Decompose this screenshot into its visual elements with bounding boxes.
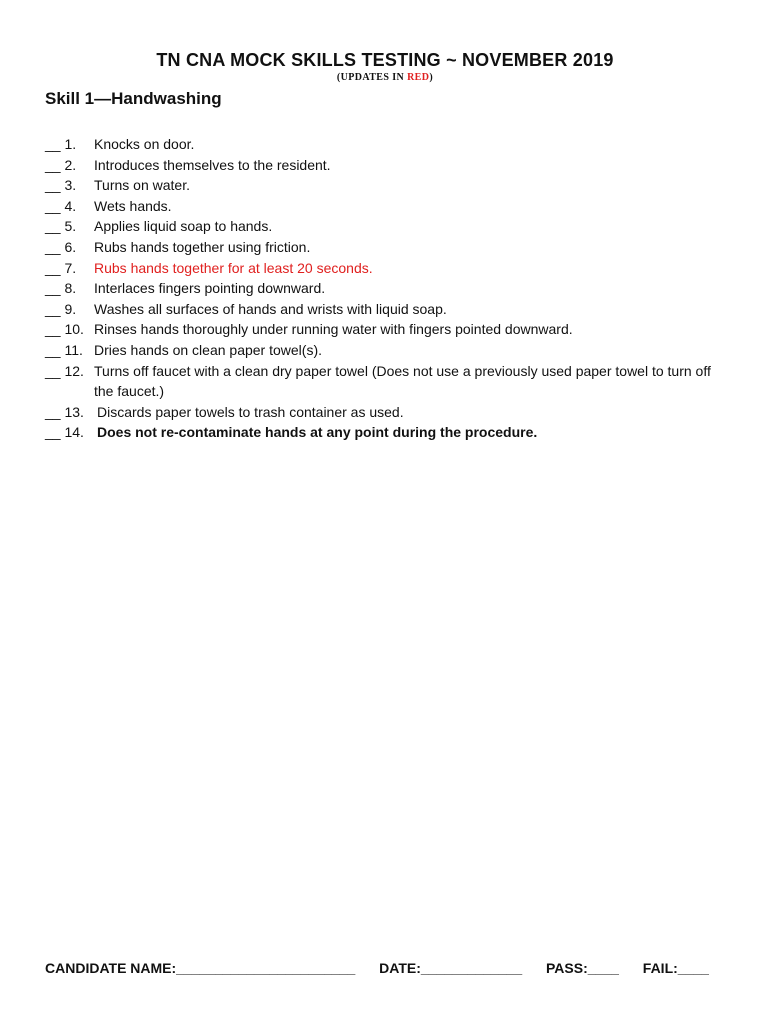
- step-number: __ 4.: [45, 197, 77, 214]
- step-item-8: [45, 278, 725, 299]
- step-number: __ 8.: [45, 280, 77, 297]
- step-text: Discards paper towels to trash container as used.: [97, 403, 404, 420]
- skill-heading: Skill 1—Handwashing: [45, 89, 222, 108]
- candidate-name-field: CANDIDATE NAME:_______________________: [45, 960, 356, 976]
- step-text: Rinses hands thoroughly under running water with fingers pointed downward.: [94, 321, 573, 338]
- fail-field: FAIL:____: [642, 960, 709, 976]
- step-item-9: [45, 299, 725, 320]
- updates-note-prefix: (UPDATES IN: [336, 72, 408, 83]
- step-number: __ 14.: [45, 424, 84, 441]
- step-list: [45, 134, 725, 443]
- step-text-updated: Rubs hands together for at least 20 seconds.: [94, 259, 373, 276]
- updates-note: [0, 72, 770, 83]
- step-item-12: [45, 361, 725, 402]
- step-text: Turns on water.: [94, 177, 190, 194]
- step-text: Applies liquid soap to hands.: [94, 218, 273, 235]
- step-text: Washes all surfaces of hands and wrists with liquid soap.: [94, 300, 447, 317]
- step-item-11: [45, 340, 725, 361]
- document-title: TN CNA MOCK SKILLS TESTING ~ NOVEMBER 2019: [156, 50, 614, 70]
- step-item-3: [45, 175, 725, 196]
- step-item-7-updated: [45, 258, 725, 279]
- step-text-bold: Does not re-contaminate hands at any point during the procedure.: [97, 424, 538, 441]
- step-number: __ 12.: [45, 362, 84, 379]
- step-number: __ 2.: [45, 156, 77, 173]
- step-number: __ 11.: [45, 341, 83, 358]
- step-item-5: [45, 216, 725, 237]
- step-item-1: [45, 134, 725, 155]
- step-item-2: [45, 155, 725, 176]
- step-item-6: [45, 237, 725, 258]
- pass-field: PASS:____: [546, 960, 619, 976]
- step-text: Wets hands.: [94, 197, 172, 214]
- step-text: Turns off faucet with a clean dry paper towel (Does not use a previously used paper towel to turn off the faucet.): [94, 362, 711, 400]
- step-number: __ 13.: [45, 403, 84, 420]
- step-text: Rubs hands together using friction.: [94, 238, 311, 255]
- updates-note-suffix: ): [429, 72, 434, 83]
- step-text: Interlaces fingers pointing downward.: [94, 280, 326, 297]
- step-number: __ 9.: [45, 300, 77, 317]
- updates-note-red-word: RED: [407, 72, 430, 83]
- step-number: __ 7.: [45, 259, 77, 276]
- step-number: __ 3.: [45, 177, 77, 194]
- step-number: __ 5.: [45, 218, 77, 235]
- step-text: Dries hands on clean paper towel(s).: [94, 341, 323, 358]
- step-text: Knocks on door.: [94, 136, 195, 152]
- step-item-14: [45, 422, 725, 443]
- step-item-4: [45, 196, 725, 217]
- step-item-13: [45, 402, 725, 423]
- step-item-10: [45, 319, 725, 340]
- date-field: DATE:_____________: [379, 960, 523, 976]
- step-text: Introduces themselves to the resident.: [94, 156, 331, 173]
- step-number: __ 1.: [45, 136, 77, 152]
- step-number: __ 6.: [45, 238, 77, 255]
- step-number: __ 10.: [45, 321, 84, 338]
- signature-footer: [45, 960, 735, 976]
